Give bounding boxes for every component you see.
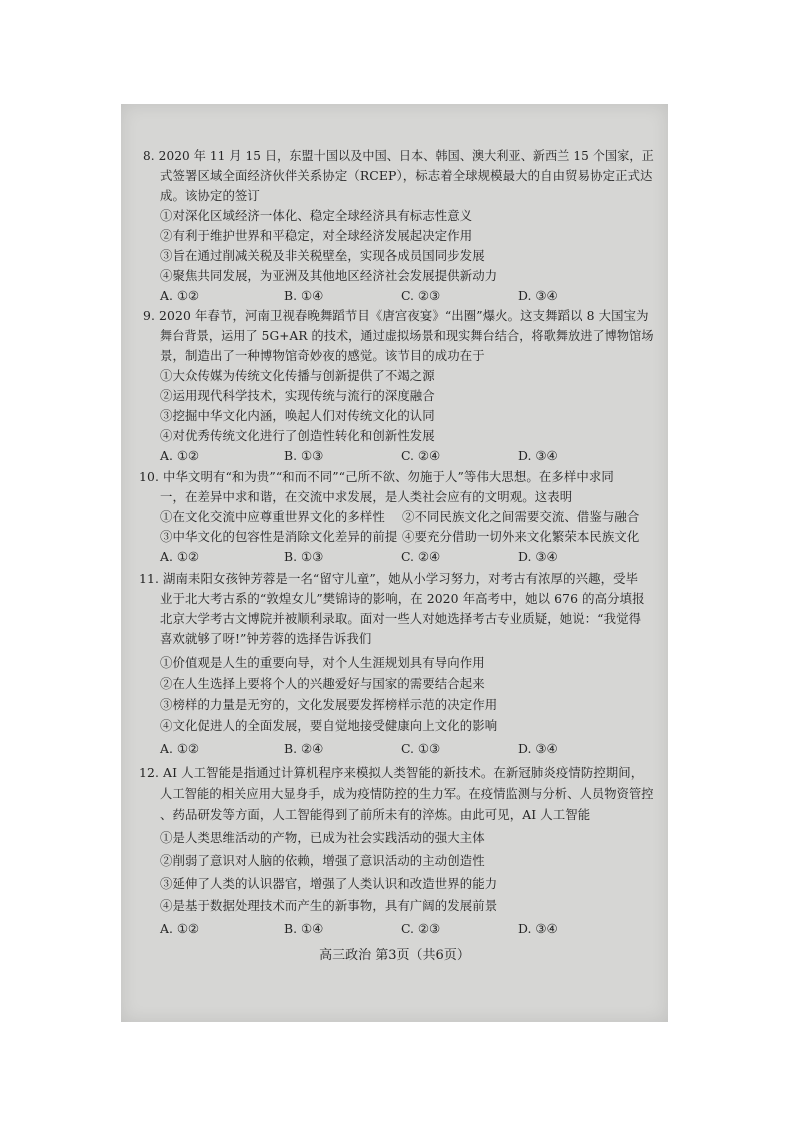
- question-12-stem-line: 人工智能的相关应用大显身手，成为疫情防控的生力军。在疫情监测与分析、人员物资管控: [160, 786, 654, 801]
- page-footer: 高三政治 第3页（共6页）: [319, 948, 470, 963]
- question-9-options: [160, 448, 640, 464]
- question-11-stem-line: 喜欢就够了呀!”钟芳蓉的选择告诉我们: [160, 631, 372, 646]
- question-10-statement: ①在文化交流中应尊重世界文化的多样性: [160, 509, 385, 524]
- question-8-statement: ②有利于维护世界和平稳定，对全球经济发展起决定作用: [160, 228, 473, 243]
- question-11-stem-line: 北京大学考古文博院并被顺利录取。面对一些人对她选择考古专业质疑，她说：“我觉得: [160, 611, 642, 626]
- question-11-statement: ①价值观是人生的重要向导，对个人生涯规划具有导向作用: [160, 655, 485, 670]
- question-8-statement: ④聚焦共同发展，为亚洲及其他地区经济社会发展提供新动力: [160, 268, 498, 283]
- question-11-statement: ②在人生选择上要将个人的兴趣爱好与国家的需要结合起来: [160, 676, 485, 691]
- option-d[interactable]: D. ③④: [518, 549, 558, 564]
- question-12-statement: ④是基于数据处理技术而产生的新事物，具有广阔的发展前景: [160, 898, 498, 913]
- question-12-stem-line: 、药品研发等方面，人工智能得到了前所未有的淬炼。由此可见，AI 人工智能: [160, 807, 591, 822]
- question-11-statement: ③榜样的力量是无穷的，文化发展要发挥榜样示范的决定作用: [160, 697, 498, 712]
- option-b[interactable]: B. ①④: [284, 921, 324, 936]
- question-8-stem-line: 8. 2020 年 11 月 15 日，东盟十国以及中国、日本、韩国、澳大利亚、新西兰 15 个国家，正: [143, 148, 654, 163]
- option-a[interactable]: A. ①②: [160, 288, 200, 303]
- question-9-stem-line: 9. 2020 年春节，河南卫视春晚舞蹈节目《唐宫夜宴》“出圈”爆火。这支舞蹈以 8 大国宝为: [143, 308, 649, 323]
- option-c[interactable]: C. ②③: [401, 288, 441, 303]
- question-9-statement: ③挖掘中华文化内涵，唤起人们对传统文化的认同: [160, 408, 435, 423]
- question-9-stem-line: 景，制造出了一种博物馆奇妙夜的感觉。该节目的成功在于: [160, 348, 485, 363]
- question-10-options: [160, 549, 640, 565]
- question-12-statement: ③延伸了人类的认识器官，增强了人类认识和改造世界的能力: [160, 876, 498, 891]
- option-b[interactable]: B. ②④: [284, 741, 324, 756]
- option-c[interactable]: C. ②④: [401, 549, 441, 564]
- question-8-stem-line: 成。该协定的签订: [160, 188, 260, 203]
- question-12-stem-line: 12. AI 人工智能是指通过计算机程序来模拟人类智能的新技术。在新冠肺炎疫情防控期间，: [139, 765, 644, 780]
- option-d[interactable]: D. ③④: [518, 921, 558, 936]
- question-10-statement: ④要充分借助一切外来文化繁荣本民族文化: [402, 529, 640, 544]
- question-8-statement: ③旨在通过削减关税及非关税壁垒，实现各成员国同步发展: [160, 248, 485, 263]
- option-a[interactable]: A. ①②: [160, 549, 200, 564]
- option-c[interactable]: C. ①③: [401, 741, 441, 756]
- question-11-options: [160, 741, 640, 757]
- question-10-statement: ③中华文化的包容性是消除文化差异的前提: [160, 529, 398, 544]
- option-a[interactable]: A. ①②: [160, 921, 200, 936]
- option-c[interactable]: C. ②④: [401, 448, 441, 463]
- option-d[interactable]: D. ③④: [518, 448, 558, 463]
- question-8-options: [160, 288, 640, 304]
- option-b[interactable]: B. ①③: [284, 549, 324, 564]
- question-12-statement: ②削弱了意识对人脑的依赖，增强了意识活动的主动创造性: [160, 853, 485, 868]
- question-8-statement: ①对深化区域经济一体化、稳定全球经济具有标志性意义: [160, 208, 473, 223]
- option-a[interactable]: A. ①②: [160, 741, 200, 756]
- option-b[interactable]: B. ①④: [284, 288, 324, 303]
- question-11-stem-line: 业于北大考古系的“敦煌女儿”樊锦诗的影响，在 2020 年高考中，她以 676 的高分填报: [160, 591, 645, 606]
- question-10-statement: ②不同民族文化之间需要交流、借鉴与融合: [402, 509, 640, 524]
- question-10-stem-line: 10. 中华文明有“和为贵”“和而不同”“己所不欲、勿施于人”等伟大思想。在多样中求同: [139, 469, 614, 484]
- option-c[interactable]: C. ②③: [401, 921, 441, 936]
- question-8-stem-line: 式签署区域全面经济伙伴关系协定（RCEP），标志着全球规模最大的自由贸易协定正式达: [160, 168, 653, 183]
- question-9-stem-line: 舞台背景，运用了 5G+AR 的技术，通过虚拟场景和现实舞台结合，将歌舞放进了博物馆场: [160, 328, 654, 343]
- question-9-statement: ①大众传媒为传统文化传播与创新提供了不竭之源: [160, 368, 435, 383]
- question-9-statement: ④对优秀传统文化进行了创造性转化和创新性发展: [160, 428, 435, 443]
- question-10-stem-line: 一，在差异中求和谐，在交流中求发展，是人类社会应有的文明观。这表明: [160, 489, 573, 504]
- option-d[interactable]: D. ③④: [518, 288, 558, 303]
- option-d[interactable]: D. ③④: [518, 741, 558, 756]
- question-12-options: [160, 921, 640, 937]
- question-9-statement: ②运用现代科学技术，实现传统与流行的深度融合: [160, 388, 435, 403]
- question-11-stem-line: 11. 湖南耒阳女孩钟芳蓉是一名“留守儿童”，她从小学习努力，对考古有浓厚的兴趣，受毕: [139, 571, 639, 586]
- option-b[interactable]: B. ①③: [284, 448, 324, 463]
- option-a[interactable]: A. ①②: [160, 448, 200, 463]
- question-12-statement: ①是人类思维活动的产物，已成为社会实践活动的强大主体: [160, 830, 485, 845]
- exam-page: [121, 104, 668, 1022]
- question-11-statement: ④文化促进人的全面发展，要自觉地接受健康向上文化的影响: [160, 718, 498, 733]
